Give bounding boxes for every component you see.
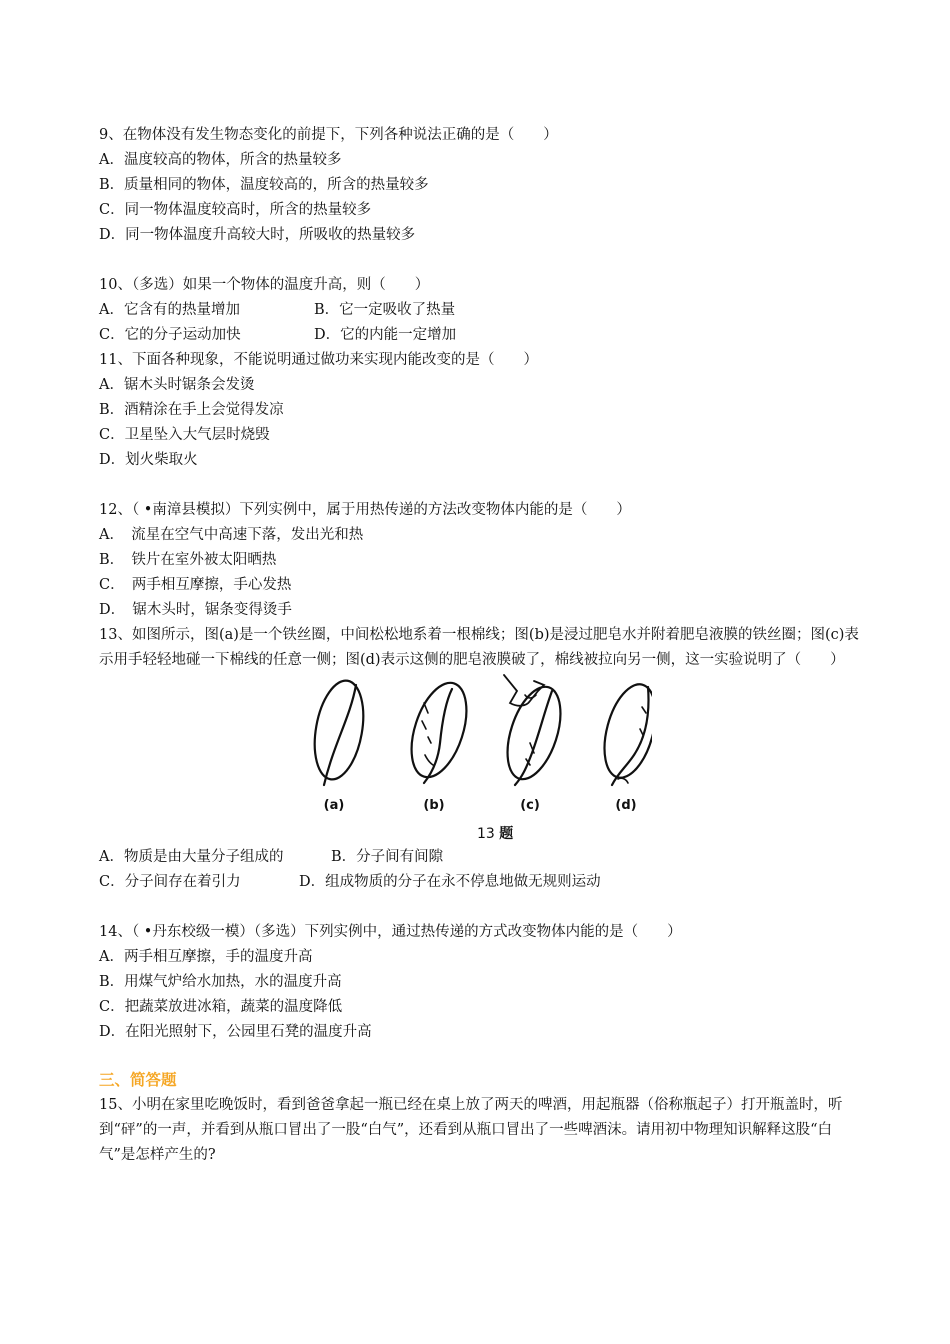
q10-option-d: D．它的内能一定增加: [314, 327, 457, 343]
q14-option-d: D．在阳光照射下，公园里石凳的温度升高: [99, 1024, 372, 1040]
q11-option-b: B．酒精涂在手上会觉得发凉: [99, 402, 284, 418]
q12-option-b: B． 铁片在室外被太阳晒热: [99, 552, 277, 568]
q15-stem: 15、小明在家里吃晚饭时，看到爸爸拿起一瓶已经在桌上放了两天的啤酒，用起瓶器（俗称瓶起子）打开瓶盖时，听到“砰”的一声，并看到从瓶口冒出了一股“白气”，还看到从瓶口冒出了一些啤酒沫。请用初中物理知识解释这股“白气”是怎样产生的?: [99, 1097, 843, 1163]
q13-option-d: D．组成物质的分子在永不停息地做无规则运动: [299, 874, 601, 890]
q11-stem: 11、下面各种现象，不能说明通过做功来实现内能改变的是（ ）: [99, 352, 538, 368]
q10-option-c: C．它的分子运动加快: [99, 327, 241, 343]
q10-stem: 10、（多选）如果一个物体的温度升高，则（ ）: [99, 277, 430, 293]
q11-option-d: D．划火柴取火: [99, 452, 198, 468]
diagram-d-icon: [595, 679, 652, 785]
figure-caption-number: 13: [477, 826, 495, 842]
q9-option-b: B．质量相同的物体，温度较高的，所含的热量较多: [99, 177, 429, 193]
q11-option-c: C．卫星坠入大气层时烧毁: [99, 427, 270, 443]
q13-option-a: A．物质是由大量分子组成的: [99, 849, 284, 865]
soap-film-figure: [99, 673, 859, 845]
diagram-b-icon: [401, 676, 477, 784]
q9-option-d: D．同一物体温度升高较大时，所吸收的热量较多: [99, 227, 416, 243]
diagram-label-b: (b): [423, 798, 445, 813]
section-title-short-answer: 三、简答题: [99, 1071, 177, 1089]
q12-option-d: D． 锯木头时，锯条变得烫手: [99, 602, 292, 618]
question-11: [99, 348, 859, 473]
q14-option-b: B．用煤气炉给水加热，水的温度升高: [99, 974, 342, 990]
q14-option-c: C．把蔬菜放进冰箱，蔬菜的温度降低: [99, 999, 343, 1015]
q9-stem: 9、在物体没有发生物态变化的前提下，下列各种说法正确的是（ ）: [99, 127, 558, 143]
q12-stem: 12、（ •南漳县模拟）下列实例中，属于用热传递的方法改变物体内能的是（ ）: [99, 502, 631, 518]
diagram-label-a: (a): [323, 798, 345, 813]
diagram-label-c: (c): [520, 798, 540, 813]
q14-stem: 14、（ •丹东校级一模）（多选）下列实例中，通过热传递的方式改变物体内能的是（ ）: [99, 924, 682, 940]
q13-option-b: B．分子间有间隙: [331, 849, 444, 865]
figure-caption-word: 题: [499, 826, 514, 842]
q14-option-a: A．两手相互摩擦，手的温度升高: [99, 949, 313, 965]
q13-option-c: C．分子间存在着引力: [99, 874, 241, 890]
q13-stem: 13、如图所示，图(a)是一个铁丝圈，中间松松地系着一根棉线；图(b)是浸过肥皂水并附着肥皂液膜的铁丝圈；图(c)表示用手轻轻地碰一下棉线的任意一侧；图(d)表示这侧的肥皂液膜破了，棉线被拉向另一侧，这一实验说明了（ ）: [99, 627, 859, 668]
q10-option-b: B．它一定吸收了热量: [314, 302, 456, 318]
q9-option-c: C．同一物体温度较高时，所含的热量较多: [99, 202, 372, 218]
question-15: [99, 1093, 859, 1168]
question-12: [99, 498, 859, 623]
soap-film-diagrams: [312, 673, 652, 823]
q9-option-a: A．温度较高的物体，所含的热量较多: [99, 152, 342, 168]
question-9: [99, 123, 859, 248]
q12-option-a: A． 流星在空气中高速下落，发出光和热: [99, 527, 364, 543]
worksheet: [99, 123, 859, 1168]
q10-option-a: A．它含有的热量增加: [99, 302, 240, 318]
question-14: [99, 920, 859, 1045]
question-13: [99, 623, 859, 895]
diagram-c-icon: [497, 675, 570, 786]
diagram-a-icon: [312, 677, 370, 785]
figure-caption: [477, 823, 513, 843]
q12-option-c: C． 两手相互摩擦，手心发热: [99, 577, 292, 593]
q11-option-a: A．锯木头时锯条会发烫: [99, 377, 255, 393]
question-10: [99, 273, 859, 348]
diagram-label-d: (d): [615, 798, 637, 813]
